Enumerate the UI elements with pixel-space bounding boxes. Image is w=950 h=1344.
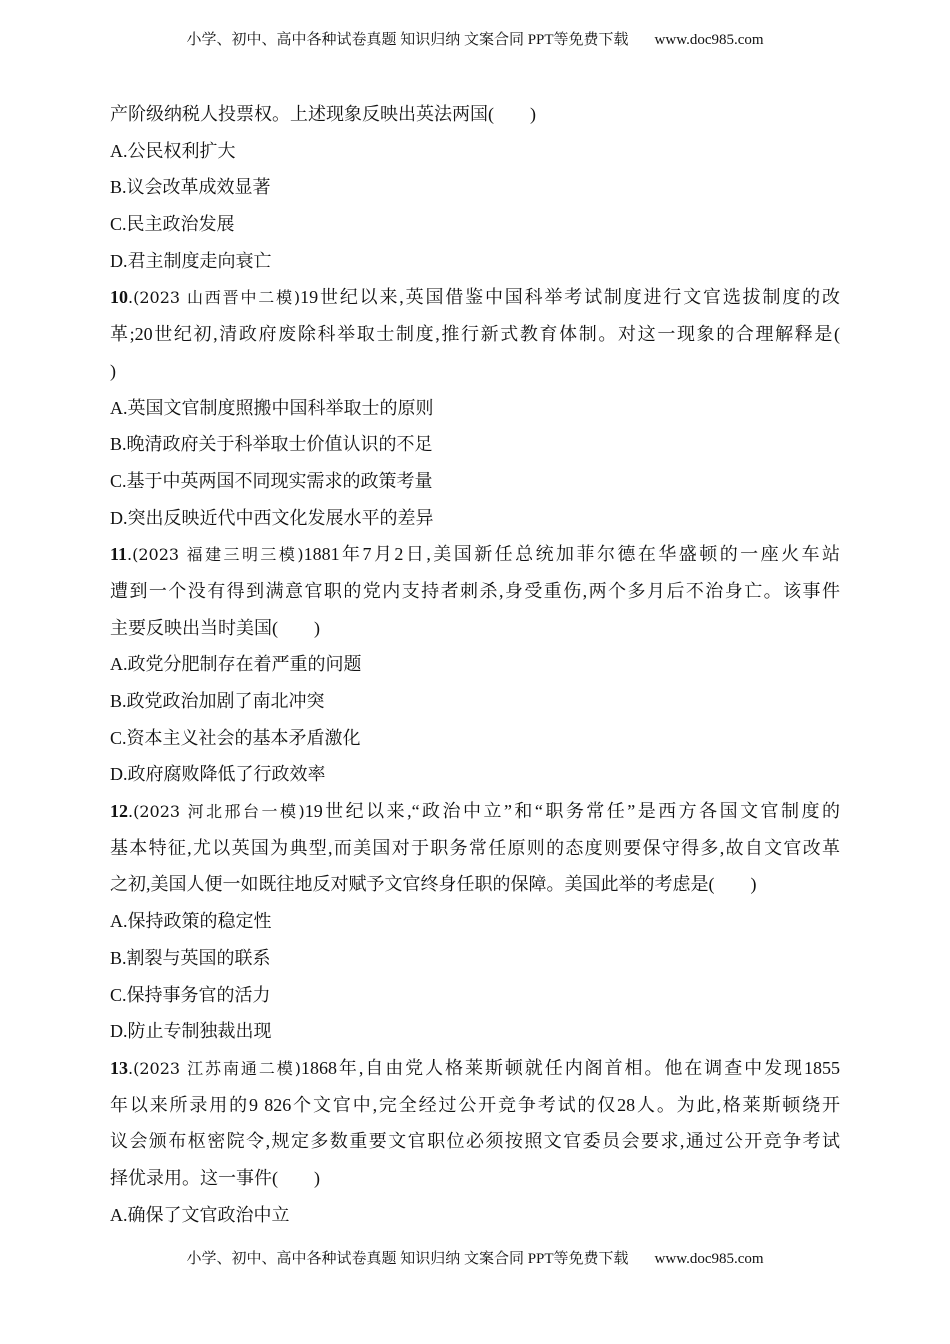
text-line: [110, 726, 840, 763]
line-text: 1868年,自由党人格莱斯顿就任内阁首相。他在调查中发现1855: [300, 1057, 840, 1078]
line-text: 基本特征,尤以英国为典型,而美国对于职务常任原则的态度则要保守得多,故自文官改革: [110, 837, 840, 858]
line-text: ): [110, 360, 116, 381]
text-line: [110, 212, 840, 249]
line-text: A.公民权利扩大: [110, 140, 236, 161]
line-text: D.君主制度走向衰亡: [110, 250, 272, 271]
text-line: [110, 836, 840, 873]
line-text: 年以来所录用的9 826个文官中,完全经过公开竞争考试的仅28人。为此,格莱斯顿绕开: [110, 1094, 840, 1115]
page-header: [0, 28, 950, 49]
text-line: [110, 579, 840, 616]
line-text: A.保持政策的稳定性: [110, 911, 272, 932]
header-text: 小学、初中、高中各种试卷真题 知识归纳 文案合同 PPT等免费下载: [186, 32, 629, 48]
line-text: C.保持事务官的活力: [110, 984, 271, 1005]
question-source: .(2023 河北邢台一模): [128, 802, 305, 822]
text-line: [110, 1129, 840, 1166]
text-line: [110, 689, 840, 726]
text-line: [110, 175, 840, 212]
question-source: .(2023 福建三明三模): [127, 545, 304, 565]
line-text: 19世纪以来,“政治中立”和“职务常任”是西方各国文官制度的: [304, 801, 840, 822]
line-text: D.政府腐败降低了行政效率: [110, 764, 326, 785]
line-text: C.资本主义社会的基本矛盾激化: [110, 727, 361, 748]
question-stem-line: [110, 542, 840, 579]
question-stem-line: [110, 799, 840, 836]
line-text: C.基于中英两国不同现实需求的政策考量: [110, 470, 433, 491]
text-line: [110, 359, 840, 396]
text-line: [110, 652, 840, 689]
line-text: D.防止专制独裁出现: [110, 1021, 272, 1042]
text-line: [110, 1203, 840, 1240]
question-number: 12: [110, 801, 128, 822]
text-line: [110, 983, 840, 1020]
question-source: .(2023 江苏南通二模): [128, 1058, 301, 1078]
document-body: [110, 102, 840, 1239]
line-text: 19世纪以来,英国借鉴中国科举考试制度进行文官选拔制度的改: [300, 287, 840, 308]
text-line: [110, 909, 840, 946]
text-line: [110, 872, 840, 909]
line-text: B.割裂与英国的联系: [110, 947, 271, 968]
question-number: 13: [110, 1057, 128, 1078]
text-line: [110, 432, 840, 469]
text-line: [110, 762, 840, 799]
text-line: [110, 506, 840, 543]
question-number: 11: [110, 544, 128, 565]
question-source: .(2023 山西晋中二模): [128, 288, 301, 308]
line-text: B.议会改革成效显著: [110, 177, 271, 198]
question-stem-line: [110, 285, 840, 322]
text-line: [110, 946, 840, 983]
page-footer: [0, 1247, 950, 1268]
line-text: C.民主政治发展: [110, 214, 235, 235]
text-line: [110, 322, 840, 359]
line-text: 议会颁布枢密院令,规定多数重要文官职位必须按照文官委员会要求,通过公开竞争考试: [110, 1131, 840, 1152]
line-text: A.英国文官制度照搬中国科举取士的原则: [110, 397, 434, 418]
header-url: www.doc985.com: [654, 32, 764, 48]
line-text: A.确保了文官政治中立: [110, 1204, 290, 1225]
footer-url: www.doc985.com: [654, 1251, 764, 1267]
line-text: 择优录用。这一事件( ): [110, 1167, 320, 1188]
text-line: [110, 1019, 840, 1056]
text-line: [110, 249, 840, 286]
text-line: [110, 469, 840, 506]
footer-text: 小学、初中、高中各种试卷真题 知识归纳 文案合同 PPT等免费下载: [186, 1251, 629, 1267]
text-line: [110, 139, 840, 176]
line-text: B.晚清政府关于科举取士价值认识的不足: [110, 434, 433, 455]
line-text: 主要反映出当时美国( ): [110, 617, 320, 638]
line-text: 产阶级纳税人投票权。上述现象反映出英法两国( ): [110, 104, 536, 124]
line-text: 1881年7月2日,美国新任总统加菲尔德在华盛顿的一座火车站: [303, 544, 840, 565]
line-text: 之初,美国人便一如既往地反对赋予文官终身任职的保障。美国此举的考虑是( ): [110, 874, 757, 895]
text-line: [110, 616, 840, 653]
question-stem-line: [110, 1056, 840, 1093]
text-line: [110, 102, 840, 139]
question-number: 10: [110, 287, 128, 308]
text-line: [110, 1093, 840, 1130]
line-text: D.突出反映近代中西文化发展水平的差异: [110, 507, 434, 528]
line-text: 遭到一个没有得到满意官职的党内支持者刺杀,身受重伤,两个多月后不治身亡。该事件: [110, 580, 840, 601]
line-text: 革;20世纪初,清政府废除科举取士制度,推行新式教育体制。对这一现象的合理解释是(: [110, 324, 840, 345]
line-text: B.政党政治加剧了南北冲突: [110, 691, 325, 711]
text-line: [110, 396, 840, 433]
text-line: [110, 1166, 840, 1203]
line-text: A.政党分肥制存在着严重的问题: [110, 654, 362, 675]
